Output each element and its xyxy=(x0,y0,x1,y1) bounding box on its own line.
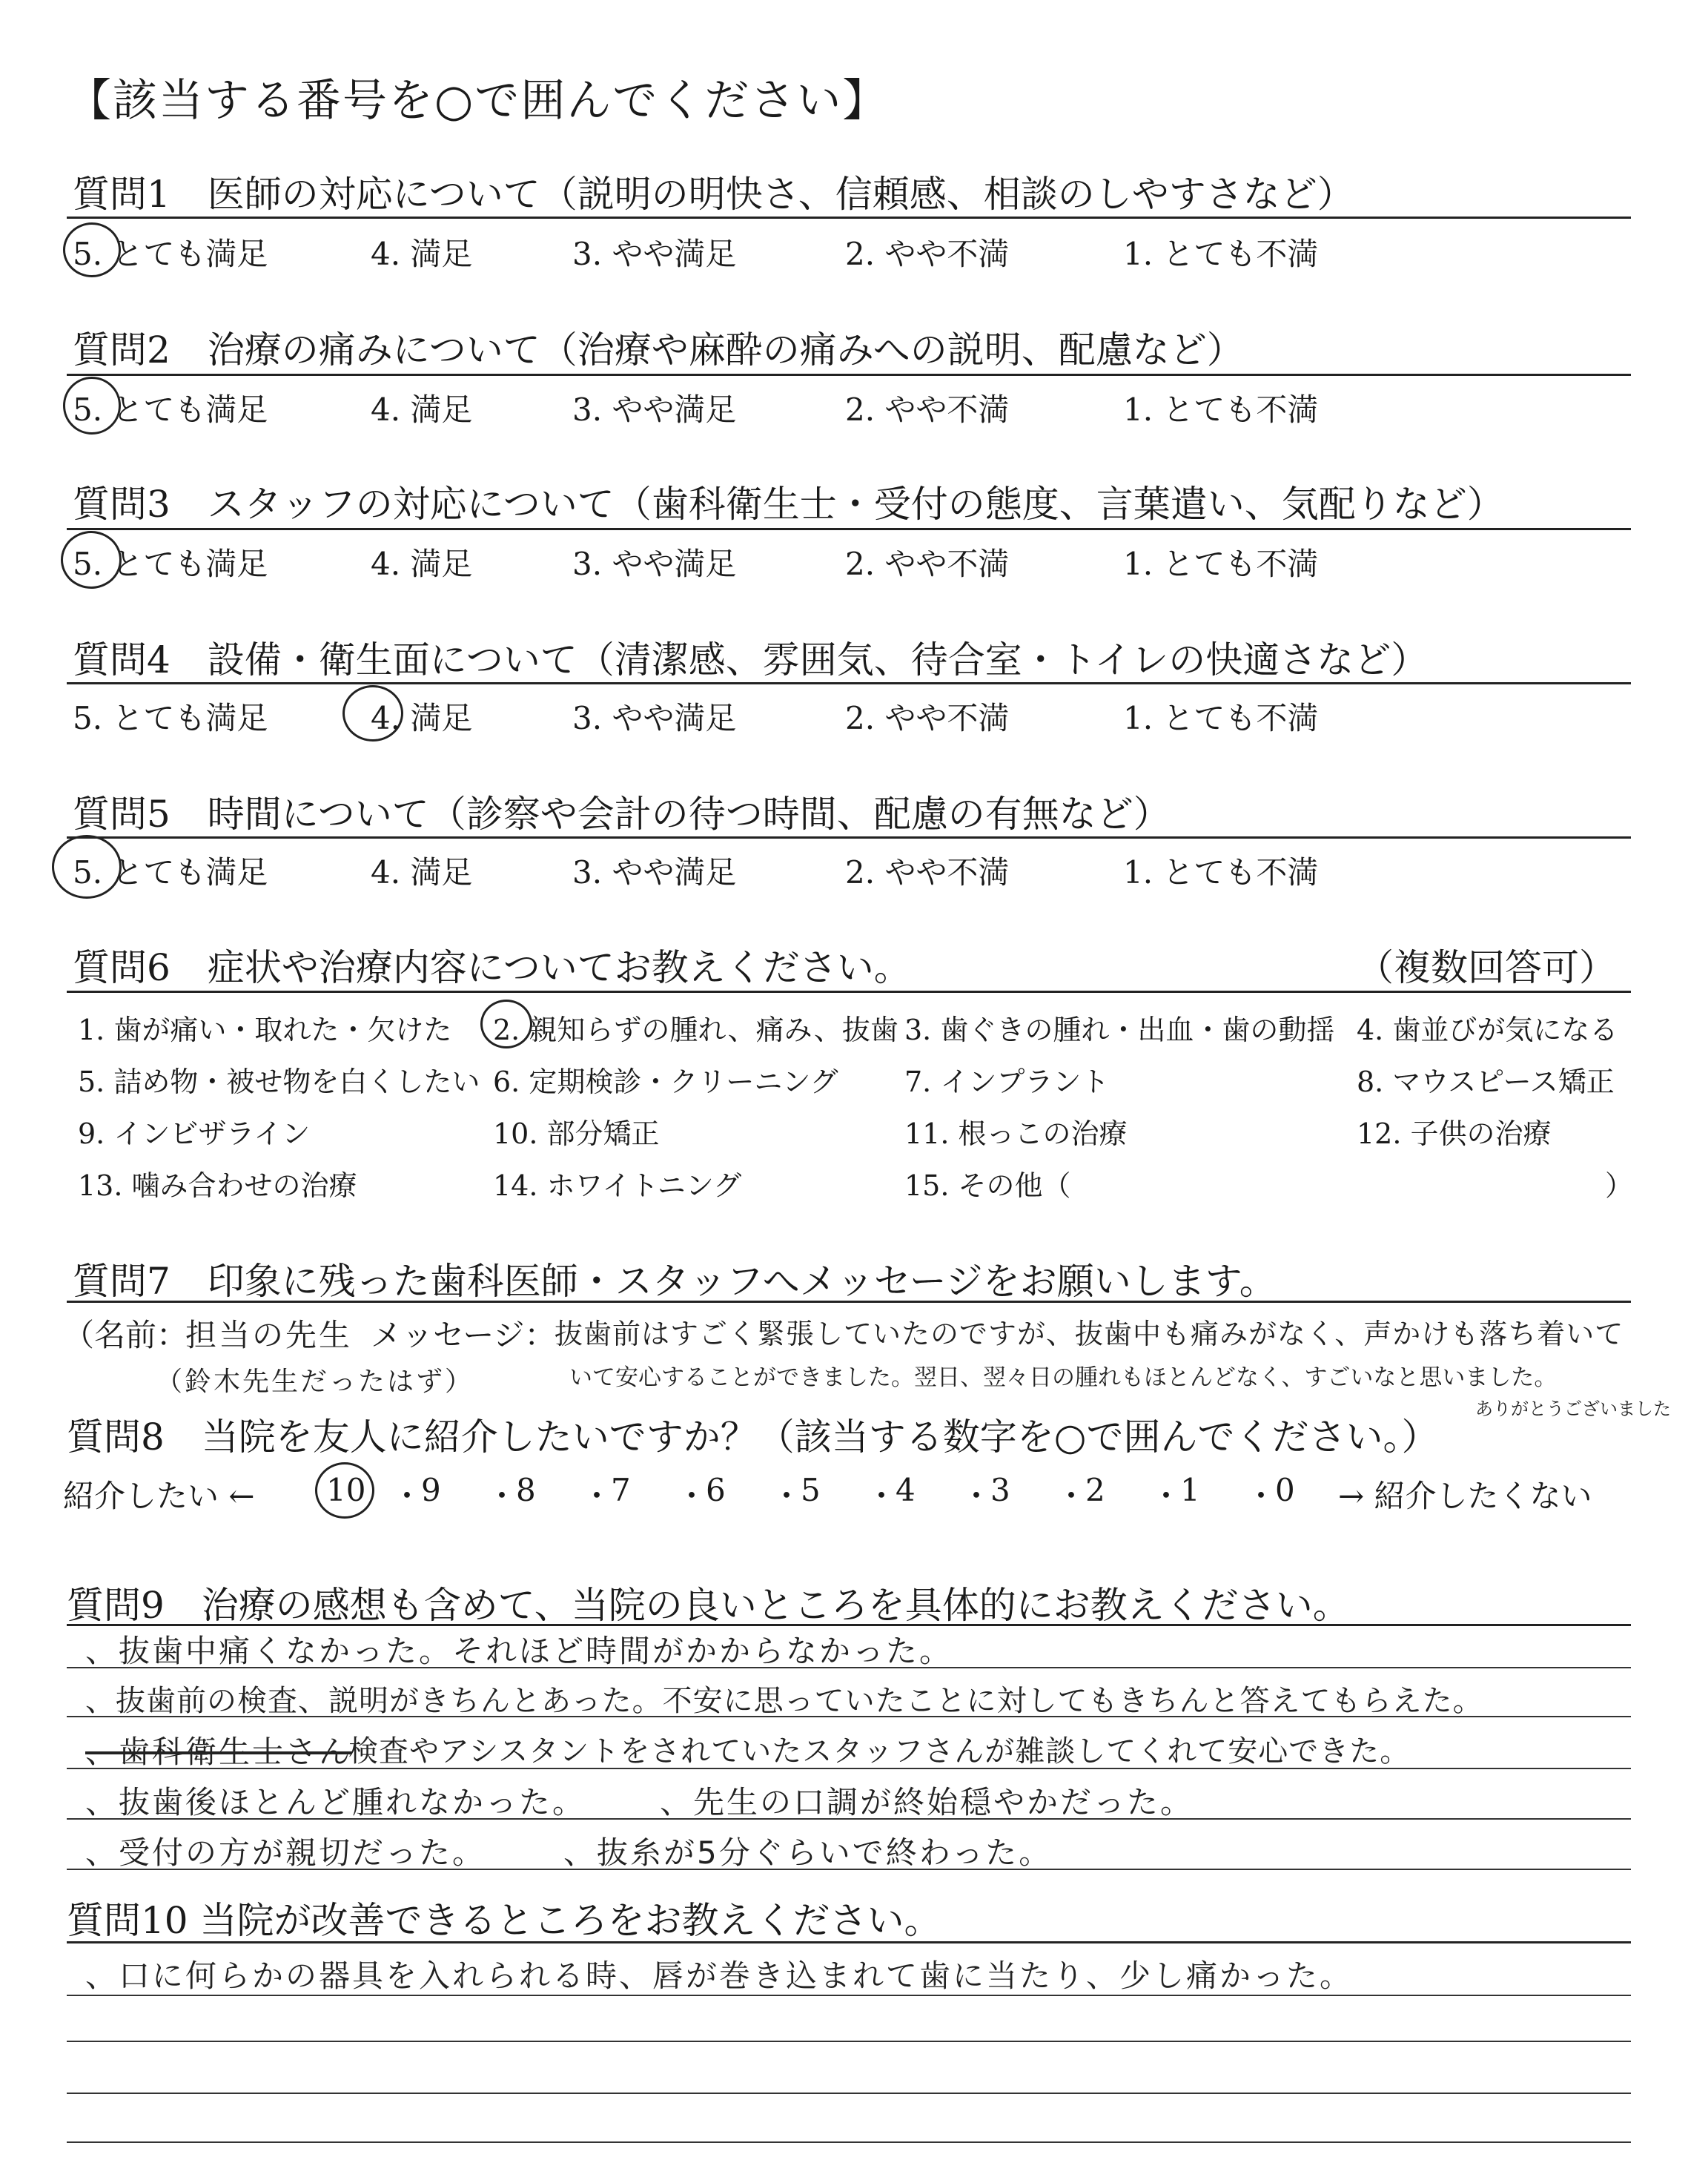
selection-circle xyxy=(63,377,121,435)
name-value[interactable]: 担当の先生 xyxy=(185,1317,353,1353)
q6-item-10[interactable]: 10. 部分矯正 xyxy=(493,1117,660,1150)
writing-line xyxy=(67,2093,1631,2094)
question-7-heading: 質問7 印象に残った歯科医師・スタッフへメッセージをお願いします。 xyxy=(73,1260,1277,1303)
name-note: （鈴木先生だったはず） xyxy=(156,1367,474,1397)
scale-separator-dot: ・ xyxy=(1245,1478,1277,1514)
q5-option-3[interactable]: 3. やや満足 xyxy=(572,854,737,891)
q6-item-13[interactable]: 13. 噛み合わせの治療 xyxy=(78,1169,357,1202)
question-3-heading: 質問3 スタッフの対応について（歯科衛生士・受付の態度、言葉遣い、気配りなど） xyxy=(73,483,1504,526)
recommend-score-8[interactable]: 8 xyxy=(516,1472,536,1508)
q2-option-1[interactable]: 1. とても不満 xyxy=(1123,392,1319,428)
q9-answer-line-1[interactable]: 、抜歯中痛くなかった。それほど時間がかからなかった。 xyxy=(85,1633,953,1669)
scale-separator-dot: ・ xyxy=(581,1478,613,1514)
q3-option-5[interactable]: 5. とても満足 xyxy=(73,546,268,582)
message-line-3[interactable]: ありがとうございました xyxy=(1475,1398,1671,1419)
recommend-score-10[interactable]: 10 xyxy=(326,1472,366,1508)
recommend-score-5[interactable]: 5 xyxy=(801,1472,821,1508)
scale-separator-dot: ・ xyxy=(1151,1478,1182,1514)
q6-item-3[interactable]: 3. 歯ぐきの腫れ・出血・歯の動揺 xyxy=(904,1014,1335,1046)
question-6-heading: 質問6 症状や治療内容についてお教えください。 xyxy=(73,946,911,989)
recommend-score-2[interactable]: 2 xyxy=(1085,1472,1105,1508)
multiple-answers-note: （複数回答可） xyxy=(1357,946,1616,989)
q9-answer-line-3-struck: 、歯科衛生士さん xyxy=(85,1734,353,1770)
q6-item-15-close-paren: ） xyxy=(1605,1169,1634,1202)
recommend-score-4[interactable]: 4 xyxy=(896,1472,916,1508)
question-10-heading: 質問10 当院が改善できるところをお教えください。 xyxy=(67,1899,941,1942)
q4-option-1[interactable]: 1. とても不満 xyxy=(1123,700,1319,736)
page-title: 【該当する番号を○で囲んでください】 xyxy=(67,75,889,127)
selection-circle xyxy=(342,685,403,742)
divider xyxy=(67,217,1631,219)
scale-separator-dot: ・ xyxy=(961,1478,993,1514)
selection-circle xyxy=(61,531,122,589)
question-5-heading: 質問5 時間について（診察や会計の待つ時間、配慮の有無など） xyxy=(73,793,1171,836)
message-label: メッセージ： xyxy=(371,1317,556,1353)
q9-answer-line-4a[interactable]: 、抜歯後ほとんど腫れなかった。 xyxy=(85,1784,586,1820)
q6-item-7[interactable]: 7. インプラント xyxy=(904,1066,1110,1098)
question-1-heading: 質問1 医師の対応について（説明の明快さ、信頼感、相談のしやすさなど） xyxy=(73,173,1354,216)
divider xyxy=(67,682,1631,684)
divider xyxy=(67,374,1631,376)
recommend-score-1[interactable]: 1 xyxy=(1180,1472,1200,1508)
q4-option-3[interactable]: 3. やや満足 xyxy=(572,700,737,736)
divider xyxy=(67,1941,1631,1943)
q4-option-5[interactable]: 5. とても満足 xyxy=(73,700,268,736)
q6-item-14[interactable]: 14. ホワイトニング xyxy=(493,1169,742,1202)
recommend-right-label: → 紹介したくない xyxy=(1338,1478,1592,1514)
q9-answer-line-4b[interactable]: 、先生の口調が終始穏やかだった。 xyxy=(660,1784,1194,1820)
q6-item-12[interactable]: 12. 子供の治療 xyxy=(1357,1117,1552,1150)
q6-item-5[interactable]: 5. 詰め物・被せ物を白くしたい xyxy=(78,1066,480,1098)
q4-option-4[interactable]: 4. 満足 xyxy=(371,700,473,736)
q9-answer-line-2[interactable]: 、抜歯前の検査、説明がきちんとあった。不安に思っていたことに対してもきちんと答えてもらえた。 xyxy=(85,1684,1483,1718)
q6-item-11[interactable]: 11. 根っこの治療 xyxy=(904,1117,1128,1150)
scale-separator-dot: ・ xyxy=(771,1478,803,1514)
q6-item-4[interactable]: 4. 歯並びが気になる xyxy=(1357,1014,1618,1046)
q5-option-1[interactable]: 1. とても不満 xyxy=(1123,854,1319,891)
writing-line xyxy=(67,2041,1631,2042)
divider xyxy=(67,1624,1631,1626)
scale-separator-dot: ・ xyxy=(676,1478,708,1514)
scale-separator-dot: ・ xyxy=(486,1478,518,1514)
q9-answer-line-3[interactable]: 検査やアシスタントをされていたスタッフさんが雑談してくれて安心できた。 xyxy=(348,1734,1411,1768)
question-2-heading: 質問2 治療の痛みについて（治療や麻酔の痛みへの説明、配慮など） xyxy=(73,328,1244,371)
q6-item-9[interactable]: 9. インビザライン xyxy=(78,1117,311,1150)
q2-option-3[interactable]: 3. やや満足 xyxy=(572,392,737,428)
q9-answer-line-5a[interactable]: 、受付の方が親切だった。 xyxy=(85,1834,486,1871)
q3-option-3[interactable]: 3. やや満足 xyxy=(572,546,737,582)
q5-option-2[interactable]: 2. やや不満 xyxy=(845,854,1010,891)
scale-separator-dot: ・ xyxy=(866,1478,898,1514)
q6-item-1[interactable]: 1. 歯が痛い・取れた・欠けた xyxy=(78,1014,452,1046)
q3-option-4[interactable]: 4. 満足 xyxy=(371,546,473,582)
q6-item-8[interactable]: 8. マウスピース矯正 xyxy=(1357,1066,1615,1098)
q6-item-6[interactable]: 6. 定期検診・クリーニング xyxy=(493,1066,838,1098)
recommend-score-6[interactable]: 6 xyxy=(706,1472,726,1508)
divider xyxy=(67,836,1631,839)
q4-option-2[interactable]: 2. やや不満 xyxy=(845,700,1010,736)
recommend-score-0[interactable]: 0 xyxy=(1275,1472,1295,1508)
q5-option-4[interactable]: 4. 満足 xyxy=(371,854,473,891)
q5-option-5[interactable]: 5. とても満足 xyxy=(73,854,268,891)
selection-circle xyxy=(315,1462,374,1519)
q6-item-15[interactable]: 15. その他（ xyxy=(904,1169,1071,1202)
q2-option-5[interactable]: 5. とても満足 xyxy=(73,392,268,428)
question-8-heading: 質問8 当院を友人に紹介したいですか？（該当する数字を○で囲んでください。） xyxy=(67,1416,1439,1459)
selection-circle xyxy=(480,1000,532,1048)
selection-circle xyxy=(52,835,122,899)
q3-option-1[interactable]: 1. とても不満 xyxy=(1123,546,1319,582)
divider xyxy=(67,991,1631,993)
q1-option-4[interactable]: 4. 満足 xyxy=(371,236,473,272)
writing-line xyxy=(67,1995,1631,1996)
name-label: （名前： xyxy=(63,1317,188,1353)
scale-separator-dot: ・ xyxy=(391,1478,423,1514)
q1-option-3[interactable]: 3. やや満足 xyxy=(572,236,737,272)
q1-option-5[interactable]: 5. とても満足 xyxy=(73,236,268,272)
divider xyxy=(67,1301,1631,1303)
recommend-score-7[interactable]: 7 xyxy=(611,1472,631,1508)
question-9-heading: 質問9 治療の感想も含めて、当院の良いところを具体的にお教えください。 xyxy=(67,1584,1350,1627)
q6-item-2[interactable]: 2. 親知らずの腫れ、痛み、抜歯 xyxy=(493,1014,898,1046)
q1-option-1[interactable]: 1. とても不満 xyxy=(1123,236,1319,272)
question-4-heading: 質問4 設備・衛生面について（清潔感、雰囲気、待合室・トイレの快適さなど） xyxy=(73,638,1429,681)
message-line-2[interactable]: いて安心することができました。翌日、翌々日の腫れもほとんどなく、すごいなと思いました。 xyxy=(569,1364,1558,1391)
recommend-left-label: 紹介したい ← xyxy=(63,1478,255,1514)
message-line-1[interactable]: 抜歯前はすごく緊張していたのですが、抜歯中も痛みがなく、声かけも落ち着いて xyxy=(555,1318,1624,1350)
divider xyxy=(67,528,1631,530)
q2-option-4[interactable]: 4. 満足 xyxy=(371,392,473,428)
q3-option-2[interactable]: 2. やや不満 xyxy=(845,546,1010,582)
writing-line xyxy=(67,2141,1631,2143)
q1-option-2[interactable]: 2. やや不満 xyxy=(845,236,1010,272)
selection-circle xyxy=(63,222,121,277)
q10-answer-line-1[interactable]: 、口に何らかの器具を入れられる時、唇が巻き込まれて歯に当たり、少し痛かった。 xyxy=(85,1958,1354,1994)
scale-separator-dot: ・ xyxy=(1056,1478,1088,1514)
recommend-score-9[interactable]: 9 xyxy=(421,1472,441,1508)
q9-answer-line-5b[interactable]: 、抜糸が5分ぐらいで終わった。 xyxy=(563,1834,1053,1871)
recommend-score-3[interactable]: 3 xyxy=(990,1472,1010,1508)
q2-option-2[interactable]: 2. やや不満 xyxy=(845,392,1010,428)
